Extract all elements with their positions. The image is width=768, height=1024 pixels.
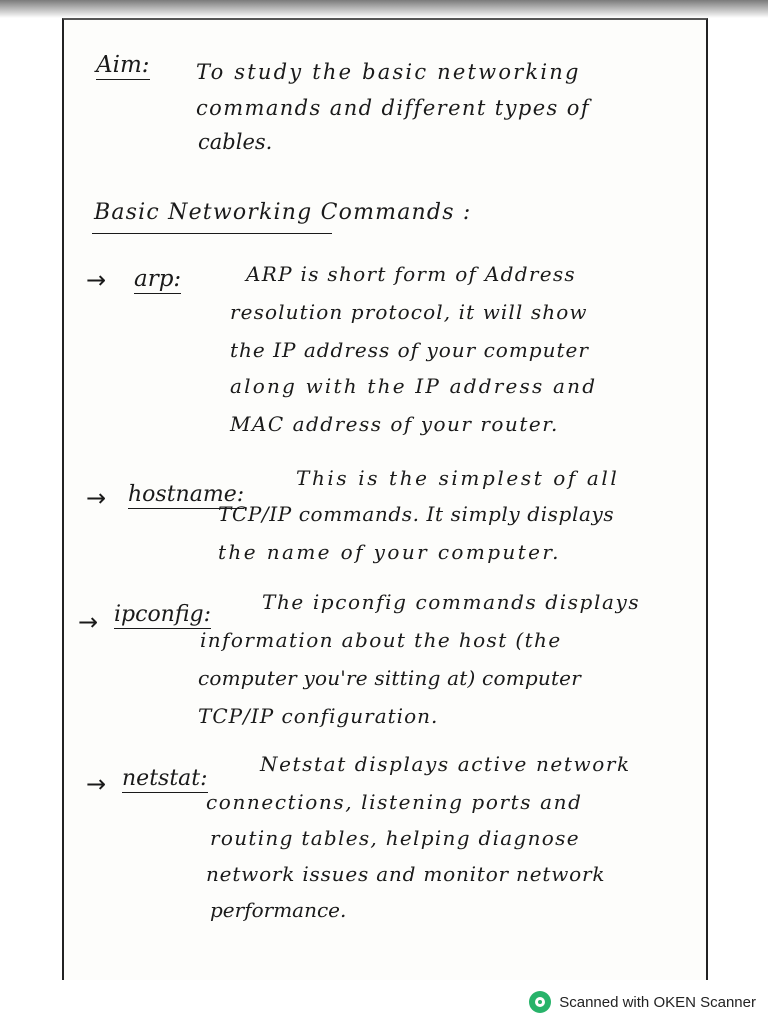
aim-label: Aim: <box>96 52 150 78</box>
scan-top-shadow <box>0 0 768 18</box>
hostname-line-1: This is the simplest of all <box>296 466 620 490</box>
netstat-line-1: Netstat displays active network <box>260 752 631 776</box>
aim-line-1: To study the basic networking <box>196 60 581 84</box>
netstat-line-3: routing tables, helping diagnose <box>210 826 580 850</box>
ipconfig-line-4: TCP/IP configuration. <box>198 704 439 728</box>
hostname-line-3: the name of your computer. <box>218 540 561 564</box>
section-title: Basic Networking Commands : <box>94 200 472 225</box>
command-label-arp: arp: <box>134 266 182 292</box>
netstat-line-5: performance. <box>210 898 347 922</box>
ipconfig-line-2: information about the host (the <box>200 628 562 652</box>
arrow-right-icon: → <box>86 484 107 512</box>
arrow-right-icon: → <box>78 608 99 636</box>
netstat-line-4: network issues and monitor network <box>206 862 606 886</box>
command-label-ipconfig: ipconfig: <box>114 602 212 627</box>
command-label-hostname: hostname: <box>128 482 245 507</box>
netstat-line-2: connections, listening ports and <box>206 790 583 814</box>
command-label-netstat: netstat: <box>122 766 208 791</box>
arp-line-4: along with the IP address and <box>230 374 598 398</box>
arp-line-3: the IP address of your computer <box>230 338 589 362</box>
arrow-right-icon: → <box>86 770 107 798</box>
ipconfig-line-1: The ipconfig commands displays <box>262 590 641 614</box>
arp-line-1: ARP is short form of Address <box>246 262 576 286</box>
arp-line-2: resolution protocol, it will show <box>230 300 588 324</box>
arrow-right-icon: → <box>86 266 107 294</box>
ipconfig-line-3: computer you're sitting at) computer <box>198 666 581 690</box>
hostname-line-2: TCP/IP commands. It simply displays <box>218 502 615 526</box>
scanner-watermark-text: Scanned with OKEN Scanner <box>559 993 756 1011</box>
arp-line-5: MAC address of your router. <box>230 412 559 436</box>
aim-line-2: commands and different types of <box>196 96 591 120</box>
aim-line-3: cables. <box>198 130 273 154</box>
scanner-watermark <box>529 990 756 1014</box>
oken-scanner-logo-icon <box>529 991 551 1013</box>
section-title-underline <box>92 233 332 234</box>
